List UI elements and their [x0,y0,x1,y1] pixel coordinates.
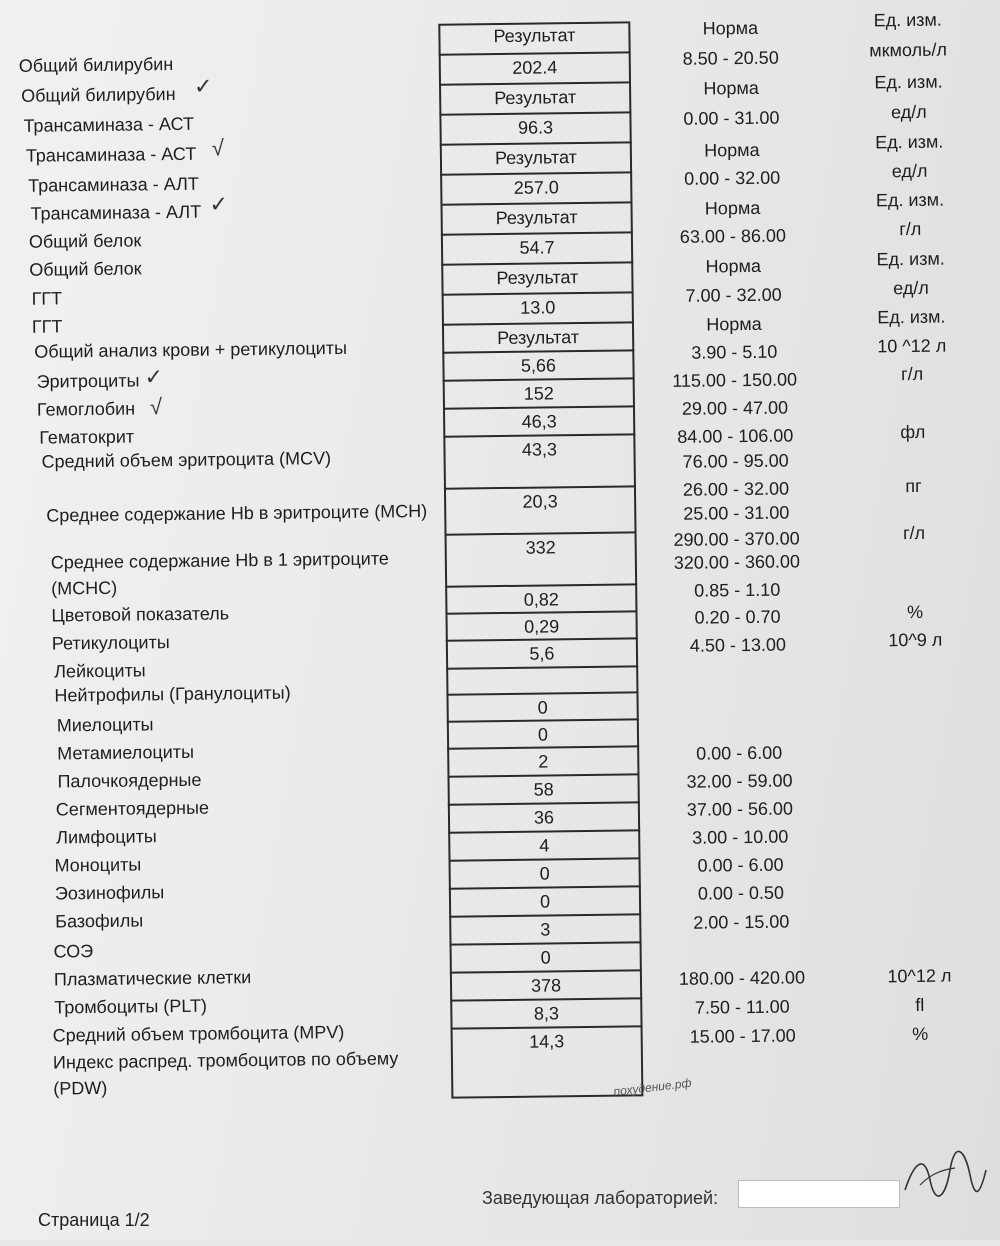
result-value: 14,3 [451,1025,644,1097]
checkmark-icon: √ [149,394,163,420]
norm-header: Норма [704,139,760,161]
norm-value: 63.00 - 86.00 [679,225,787,247]
label-basophils: Базофилы [55,910,144,932]
result-value: 0,29 [445,610,637,639]
norm-header: Норма [703,77,759,99]
result-value: 43,3 [443,433,636,487]
label-lymphocytes: Лимфоциты [56,826,157,848]
unit-value: мкмоль/л [869,39,948,61]
result-header: Результат [440,201,632,233]
norm-value: 2.00 - 15.00 [693,911,790,933]
label-mpv: Средний объем тромбоцита (MPV) [52,1021,345,1046]
unit-value: % [912,1023,929,1045]
result-value: 96.3 [439,111,631,143]
result-value: 0 [446,691,638,720]
result-value: 332 [445,531,638,585]
label-cbc-title: Общий анализ крови + ретикулоциты [34,337,348,362]
norm-value: 115.00 - 150.00 [672,369,798,391]
checkmark-icon: √ [211,135,225,161]
norm-value: 37.00 - 56.00 [686,798,794,820]
result-value: 257.0 [440,171,632,203]
unit-value: пг [905,475,922,497]
norm-value-alt: 320.00 - 360.00 [673,551,801,573]
norm-value: 8.50 - 20.50 [682,47,779,69]
unit-header: Ед. изм. [873,9,942,31]
norm-value: 26.00 - 32.00 [682,478,790,500]
label-myelocytes: Миелоциты [56,714,154,736]
norm-value: 290.00 - 370.00 [673,528,800,550]
result-header: Результат [493,25,576,47]
label-color-index: Цветовой показатель [51,603,230,626]
norm-value: 29.00 - 47.00 [681,397,789,419]
norm-value-alt: 25.00 - 31.00 [683,502,790,524]
page-number: Страница 1/2 [38,1210,150,1230]
unit-value: ед/л [891,160,928,182]
norm-header: Норма [706,313,762,335]
label-band: Палочкоядерные [57,769,202,792]
unit-value: ед/л [893,277,929,299]
label-pdw: Индекс распред. тромбоцитов по объему (PDW) [52,1048,399,1099]
label-alt-header: Трансаминаза - АЛТ [28,173,199,196]
norm-value: 0.85 - 1.10 [694,579,781,601]
result-value: 5,6 [446,637,638,667]
norm-value: 32.00 - 59.00 [686,770,793,792]
unit-value: фл [900,421,926,443]
norm-value: 3.00 - 10.00 [692,826,789,848]
label-plasma-cells: Плазматические клетки [53,967,252,990]
unit-value: % [906,601,924,623]
norm-value: 0.20 - 0.70 [694,606,781,628]
unit-value: 10 ^12 л [877,335,947,357]
result-value: 0,82 [445,583,637,612]
result-value: 58 [447,773,639,803]
unit-value: 10^12 л [887,965,952,987]
redacted-name [738,1180,900,1208]
norm-value: 180.00 - 420.00 [678,967,806,989]
unit-value: г/л [900,363,924,385]
label-segmented: Сегментоядерные [55,797,210,820]
norm-header: Норма [702,17,759,39]
result-header: Результат [441,261,633,293]
label-rbc: Эритроциты [36,370,140,392]
label-reticulocytes: Ретикулоциты [51,632,170,654]
norm-value: 0.00 - 6.00 [697,854,784,876]
result-value: 20,3 [444,485,637,533]
unit-value: ед/л [890,101,927,123]
label-ast: Трансаминаза - АСТ [25,143,197,166]
label-eosinophils: Эозинофилы [54,882,165,904]
norm-value: 0.00 - 31.00 [683,107,780,129]
label-mchc: Среднее содержание Hb в 1 эритроците (MCHC) [50,548,389,599]
result-header: Результат [440,141,632,173]
norm-header: Норма [705,255,762,277]
norm-value: 7.50 - 11.00 [694,996,790,1018]
watermark: похудение.рф [612,1075,693,1099]
norm-value: 4.50 - 13.00 [689,634,787,656]
label-neutrophils: Нейтрофилы (Гранулоциты) [54,682,291,706]
norm-value: 0.00 - 32.00 [684,167,781,189]
result-value: 0 [450,941,642,971]
unit-value: 10^9 л [888,629,943,651]
label-hgb: Гемоглобин [36,398,136,420]
label-alt: Трансаминаза - АЛТ [30,201,202,224]
unit-value: г/л [902,522,926,544]
result-value: 2 [447,745,639,775]
result-value: 8,3 [450,997,642,1027]
norm-header: Норма [704,197,761,219]
label-protein: Общий белок [29,258,142,280]
unit-value: fl [915,994,925,1016]
result-value: 54.7 [441,231,633,263]
label-ggt-header: ГГТ [31,288,63,309]
result-value: 36 [448,801,640,831]
result-value: 4 [448,829,640,859]
head-of-lab-label: Заведующая лабораторией: [482,1188,719,1208]
label-monocytes: Моноциты [54,854,142,876]
result-value: 378 [450,969,642,999]
norm-value: 7.00 - 32.00 [685,284,782,306]
result-value: 0 [447,718,639,747]
label-mcv: Средний объем эритроцита (MCV) [41,448,332,472]
unit-header: Ед. изм. [875,131,944,153]
label-metamyelocytes: Метамиелоциты [57,741,195,764]
checkmark-icon: ✓ [209,191,229,217]
label-plt: Тромбоциты (PLT) [54,995,208,1018]
result-value: 3 [449,913,641,943]
label-esr: СОЭ [53,941,94,962]
checkmark-icon: ✓ [144,364,164,390]
result-header: Результат [442,321,634,351]
result-value: 0 [448,857,640,887]
checkmark-icon: ✓ [193,73,213,99]
norm-value: 84.00 - 106.00 [677,425,794,447]
label-wbc: Лейкоциты [54,660,146,682]
result-value: 13.0 [442,291,634,323]
unit-header: Ед. изм. [874,71,943,93]
result-value: 5,66 [442,349,634,379]
result-value: 0 [449,885,641,915]
unit-header: Ед. изм. [876,248,945,270]
unit-header: Ед. изм. [875,189,945,211]
signature-icon [900,1140,990,1210]
norm-value: 0.00 - 0.50 [697,882,785,904]
norm-value: 0.00 - 6.00 [696,742,783,764]
label-mch: Среднее содержание Hb в эритроците (MCH) [46,500,428,526]
norm-value-alt: 76.00 - 95.00 [682,450,789,472]
label-ggt: ГГТ [31,316,63,337]
unit-header: Ед. изм. [877,306,946,328]
result-value [446,665,638,693]
label-ast-header: Трансаминаза - АСТ [23,113,195,136]
unit-value: г/л [899,218,922,240]
label-bilirubin: Общий билирубин [21,83,176,106]
result-value: 202.4 [439,51,631,83]
norm-value: 15.00 - 17.00 [689,1025,796,1047]
result-value: 46,3 [443,405,635,435]
result-value: 152 [443,377,635,407]
label-hct: Гематокрит [39,426,135,448]
label-protein-header: Общий белок [28,230,142,252]
label-bilirubin-header: Общий билирубин [18,53,174,76]
norm-value: 3.90 - 5.10 [691,341,778,363]
result-header: Результат [439,81,631,113]
